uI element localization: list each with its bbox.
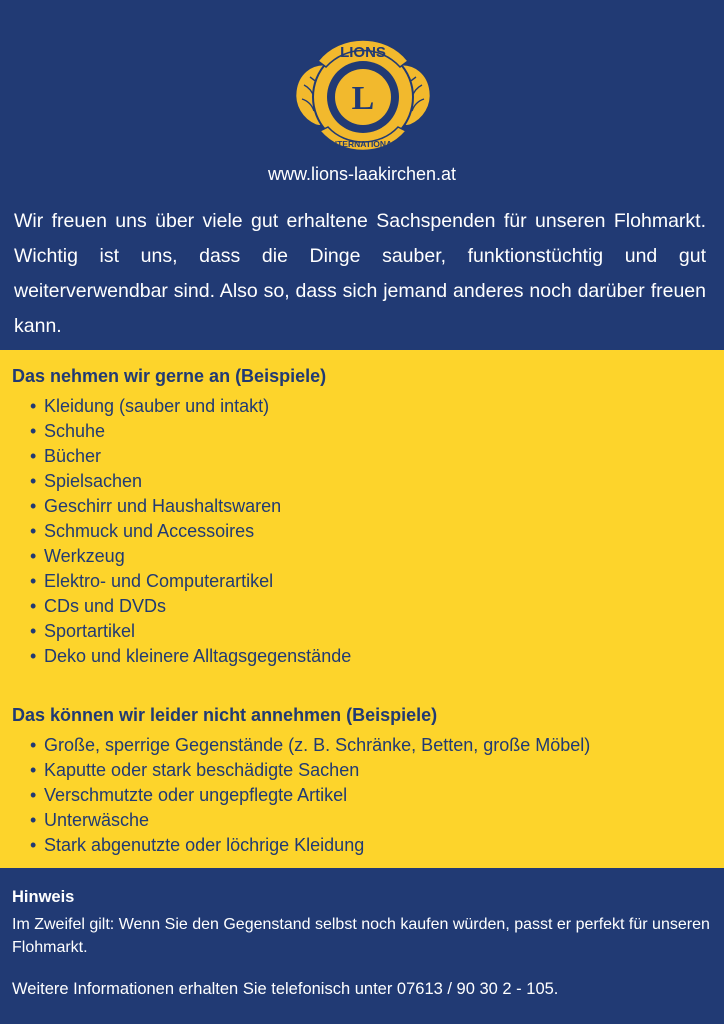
- logo-letter: L: [351, 80, 375, 117]
- bullet-icon: •: [30, 760, 37, 780]
- bullet-icon: •: [30, 646, 37, 666]
- lions-international-logo: [288, 27, 438, 162]
- hint-text: Im Zweifel gilt: Wenn Sie den Gegenstand selbst noch kaufen würden, passt er perfekt für unseren Flohmarkt.: [12, 916, 710, 956]
- bullet-icon: •: [30, 421, 37, 441]
- list-item: [30, 469, 351, 494]
- list-item: [30, 594, 351, 619]
- donation-lists-section: [0, 350, 724, 868]
- rejected-list: [30, 733, 590, 858]
- bullet-icon: •: [30, 810, 37, 830]
- bullet-icon: •: [30, 496, 37, 516]
- bullet-icon: •: [30, 571, 37, 591]
- list-item: [30, 569, 351, 594]
- list-item-text: Kaputte oder stark beschädigte Sachen: [44, 760, 360, 780]
- list-item: [30, 783, 590, 808]
- list-item: [30, 808, 590, 833]
- list-item: [30, 733, 590, 758]
- bullet-icon: •: [30, 396, 37, 416]
- list-item: [30, 833, 590, 858]
- list-item-text: CDs und DVDs: [44, 596, 167, 616]
- list-item: [30, 419, 351, 444]
- list-item-text: Sportartikel: [44, 621, 136, 641]
- accepted-title: Das nehmen wir gerne an (Beispiele): [12, 366, 327, 386]
- hint-title: Hinweis: [12, 888, 75, 906]
- list-item-text: Bücher: [44, 446, 102, 466]
- logo-top-text: LIONS: [340, 44, 386, 61]
- bullet-icon: •: [30, 471, 37, 491]
- list-item: [30, 394, 351, 419]
- list-item: [30, 494, 351, 519]
- bullet-icon: •: [30, 596, 37, 616]
- list-item-text: Elektro- und Computerartikel: [44, 571, 274, 591]
- list-item-text: Spielsachen: [44, 471, 143, 491]
- bullet-icon: •: [30, 785, 37, 805]
- header-section: [0, 0, 724, 350]
- bullet-icon: •: [30, 521, 37, 541]
- website-link[interactable]: www.lions-laakirchen.at: [267, 164, 457, 184]
- list-item-text: Stark abgenutzte oder löchrige Kleidung: [44, 835, 365, 855]
- logo-bottom-text: INTERNATIONAL: [328, 139, 398, 149]
- list-item-text: Deko und kleinere Alltagsgegenstände: [44, 646, 352, 666]
- bullet-icon: •: [30, 735, 37, 755]
- list-item-text: Kleidung (sauber und intakt): [44, 396, 270, 416]
- bullet-icon: •: [30, 621, 37, 641]
- list-item-text: Werkzeug: [44, 546, 125, 566]
- list-item: [30, 619, 351, 644]
- list-item-text: Verschmutzte oder ungepflegte Artikel: [44, 785, 348, 805]
- footer-section: [0, 868, 724, 1024]
- bullet-icon: •: [30, 446, 37, 466]
- list-item-text: Schuhe: [44, 421, 106, 441]
- contact-text: Weitere Informationen erhalten Sie telefonisch unter 07613 / 90 30 2 - 105.: [12, 980, 559, 998]
- intro-text: Wir freuen uns über viele gut erhaltene Sachspenden für unseren Flohmarkt. Wichtig ist uns, dass die Dinge sauber, funktionstüchtig und gut weiterverwendbar sind. Also so, dass sich jemand anderes noch darüber freuen kann.: [14, 210, 706, 337]
- list-item-text: Große, sperrige Gegenstände (z. B. Schränke, Betten, große Möbel): [44, 735, 591, 755]
- bullet-icon: •: [30, 546, 37, 566]
- bullet-icon: •: [30, 835, 37, 855]
- list-item: [30, 444, 351, 469]
- list-item-text: Unterwäsche: [44, 810, 150, 830]
- rejected-title: Das können wir leider nicht annehmen (Beispiele): [12, 705, 438, 725]
- list-item: [30, 519, 351, 544]
- list-item-text: Geschirr und Haushaltswaren: [44, 496, 282, 516]
- list-item: [30, 758, 590, 783]
- list-item: [30, 544, 351, 569]
- accepted-list: [30, 394, 351, 669]
- list-item: [30, 644, 351, 669]
- list-item-text: Schmuck und Accessoires: [44, 521, 255, 541]
